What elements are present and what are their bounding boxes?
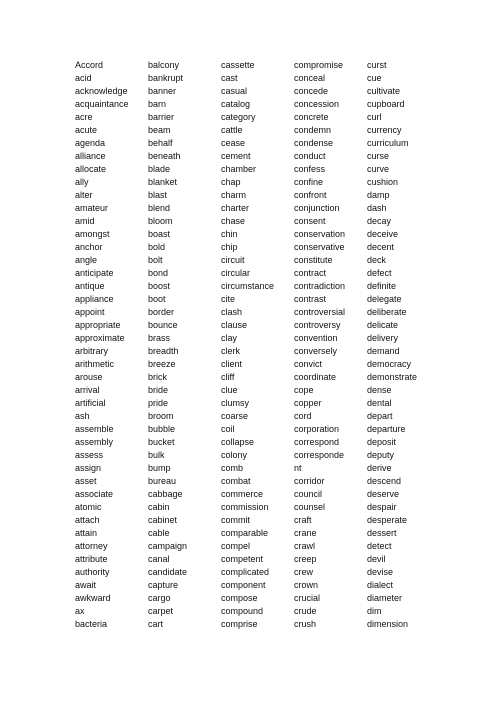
word-item: cite [221,294,236,304]
word-item: dessert [367,528,397,538]
word-item: clue [221,385,238,395]
word-item: contradiction [294,281,346,291]
word-item: decent [367,242,395,252]
word-item: coordinate [294,372,337,382]
word-item: concrete [294,112,329,122]
word-item: deliberate [367,307,407,317]
word-item: boot [148,294,166,304]
word-column-2 [148,59,187,631]
word-item: cattle [221,125,243,135]
word-item: deceive [367,229,399,239]
word-item: condemn [294,125,332,135]
word-item: cord [294,411,312,421]
word-item: barn [148,99,167,109]
word-item: boost [148,281,171,291]
word-item: council [294,489,323,499]
word-item: category [221,112,256,122]
word-item: approximate [75,333,125,343]
word-item: blade [148,164,171,174]
word-item: crush [294,619,317,629]
word-item: conversely [294,346,338,356]
word-item: amid [75,216,95,226]
word-item: circuit [221,255,245,265]
word-item: bucket [148,437,175,447]
word-item: brass [148,333,171,343]
word-item: confront [294,190,327,200]
word-item: deposit [367,437,397,447]
word-item: border [148,307,175,317]
word-item: devil [367,554,386,564]
word-item: charm [221,190,247,200]
word-item: descend [367,476,402,486]
word-item: breadth [148,346,179,356]
word-item: agenda [75,138,106,148]
word-column-5 [367,59,417,631]
word-item: amateur [75,203,109,213]
word-item: acid [75,73,92,83]
word-item: client [221,359,243,369]
word-item: crude [294,606,317,616]
word-item: bond [148,268,169,278]
word-item: arbitrary [75,346,109,356]
word-item: beneath [148,151,181,161]
word-item: copper [294,398,322,408]
word-item: diameter [367,593,403,603]
word-item: anticipate [75,268,114,278]
word-item: cast [221,73,238,83]
word-item: bacteria [75,619,108,629]
word-item: broom [148,411,174,421]
word-item: acre [75,112,93,122]
word-item: bubble [148,424,176,434]
word-item: condense [294,138,334,148]
word-item: craft [294,515,312,525]
word-item: corporation [294,424,340,434]
word-item: delivery [367,333,399,343]
word-item: appliance [75,294,114,304]
word-item: controversial [294,307,346,317]
word-item: cultivate [367,86,401,96]
word-item: commerce [221,489,264,499]
word-item: acquaintance [75,99,129,109]
word-item: bloom [148,216,173,226]
word-item: clause [221,320,248,330]
word-item: catalog [221,99,251,109]
word-item: Accord [75,60,104,70]
word-item: complicated [221,567,270,577]
word-item: casual [221,86,248,96]
word-item: compose [221,593,258,603]
word-item: dialect [367,580,394,590]
word-item: capture [148,580,179,590]
word-item: assemble [75,424,114,434]
word-item: candidate [148,567,188,577]
word-item: await [75,580,97,590]
word-item: arrival [75,385,100,395]
word-item: detect [367,541,392,551]
word-item: comprise [221,619,258,629]
word-item: cupboard [367,99,405,109]
word-item: authority [75,567,110,577]
word-item: departure [367,424,406,434]
word-item: chamber [221,164,257,174]
word-item: ax [75,606,85,616]
word-item: corresponde [294,450,345,460]
word-item: delegate [367,294,402,304]
word-item: canal [148,554,170,564]
word-item: amongst [75,229,110,239]
word-item: asset [75,476,97,486]
word-item: crucial [294,593,321,603]
word-item: chase [221,216,246,226]
word-item: barrier [148,112,175,122]
word-item: crane [294,528,317,538]
word-item: deck [367,255,387,265]
word-item: banner [148,86,177,96]
word-item: circular [221,268,251,278]
word-item: arithmetic [75,359,115,369]
word-item: crawl [294,541,316,551]
word-item: chin [221,229,238,239]
word-item: dental [367,398,392,408]
word-item: colony [221,450,248,460]
word-item: curve [367,164,390,174]
word-item: ally [75,177,89,187]
word-columns [0,59,496,639]
word-item: antique [75,281,105,291]
word-item: nt [294,463,302,473]
word-item: confess [294,164,326,174]
word-item: awkward [75,593,111,603]
word-item: bride [148,385,169,395]
word-item: dense [367,385,392,395]
word-item: cue [367,73,382,83]
word-item: angle [75,255,98,265]
word-item: cabinet [148,515,178,525]
word-item: corridor [294,476,325,486]
word-item: attach [75,515,100,525]
word-item: assembly [75,437,114,447]
word-item: clash [221,307,243,317]
word-item: brick [148,372,168,382]
word-column-4 [294,59,345,631]
word-item: controversy [294,320,341,330]
word-item: arouse [75,372,103,382]
word-item: comb [221,463,244,473]
word-item: commit [221,515,250,525]
word-item: attribute [75,554,108,564]
word-item: bold [148,242,166,252]
word-item: attorney [75,541,108,551]
word-item: compromise [294,60,344,70]
word-item: ash [75,411,90,421]
word-item: crown [294,580,319,590]
word-item: beam [148,125,171,135]
word-item: conjunction [294,203,340,213]
word-item: devise [367,567,394,577]
word-item: bounce [148,320,178,330]
word-item: democracy [367,359,412,369]
word-item: consent [294,216,326,226]
word-item: chip [221,242,238,252]
word-item: coil [221,424,235,434]
word-item: associate [75,489,114,499]
word-item: cable [148,528,170,538]
word-item: deputy [367,450,395,460]
word-item: blanket [148,177,178,187]
word-item: cushion [367,177,399,187]
word-item: decay [367,216,392,226]
word-item: conceal [294,73,326,83]
word-item: circumstance [221,281,275,291]
word-item: attain [75,528,98,538]
word-item: cease [221,138,246,148]
word-item: pride [148,398,169,408]
word-item: breeze [148,359,176,369]
word-item: concede [294,86,329,96]
word-item: creep [294,554,317,564]
word-item: curl [367,112,382,122]
word-item: charter [221,203,250,213]
word-item: cargo [148,593,171,603]
word-item: counsel [294,502,326,512]
word-item: blast [148,190,168,200]
word-item: contrast [294,294,327,304]
word-item: convention [294,333,338,343]
word-item: bump [148,463,171,473]
word-item: blend [148,203,171,213]
word-item: competent [221,554,264,564]
word-item: bureau [148,476,177,486]
word-item: component [221,580,266,590]
word-item: assess [75,450,104,460]
word-item: correspond [294,437,340,447]
word-item: confine [294,177,324,187]
word-item: atomic [75,502,102,512]
word-item: conduct [294,151,326,161]
word-item: allocate [75,164,107,174]
word-item: defect [367,268,392,278]
word-item: bulk [148,450,165,460]
word-item: demand [367,346,400,356]
word-item: deserve [367,489,400,499]
word-item: damp [367,190,390,200]
word-item: cabbage [148,489,183,499]
word-item: anchor [75,242,103,252]
word-item: delicate [367,320,399,330]
word-item: despair [367,502,397,512]
word-item: bankrupt [148,73,184,83]
word-item: boast [148,229,171,239]
word-item: dash [367,203,387,213]
word-item: conservative [294,242,345,252]
word-item: contract [294,268,327,278]
word-item: clay [221,333,238,343]
word-column-1 [75,59,129,631]
word-item: coarse [221,411,249,421]
word-item: depart [367,411,393,421]
word-item: cabin [148,502,170,512]
word-item: dim [367,606,382,616]
word-item: dimension [367,619,409,629]
word-item: conservation [294,229,346,239]
word-item: currency [367,125,402,135]
word-item: desperate [367,515,408,525]
word-item: derive [367,463,392,473]
word-item: commission [221,502,269,512]
word-item: cement [221,151,251,161]
word-item: appoint [75,307,105,317]
word-item: bolt [148,255,163,265]
word-item: clerk [221,346,241,356]
word-item: artificial [75,398,106,408]
word-item: alliance [75,151,106,161]
word-item: cope [294,385,314,395]
word-item: demonstrate [367,372,418,382]
word-item: crew [294,567,314,577]
word-item: definite [367,281,397,291]
word-item: carpet [148,606,174,616]
word-item: appropriate [75,320,121,330]
word-item: alter [75,190,93,200]
word-item: comparable [221,528,269,538]
word-item: acknowledge [75,86,128,96]
word-item: assign [75,463,102,473]
word-item: cassette [221,60,255,70]
word-item: chap [221,177,241,187]
word-item: compound [221,606,264,616]
word-item: clumsy [221,398,250,408]
word-item: collapse [221,437,255,447]
word-item: concession [294,99,340,109]
word-item: behalf [148,138,173,148]
word-item: curst [367,60,387,70]
word-item: constitute [294,255,333,265]
word-item: curse [367,151,390,161]
word-item: acute [75,125,98,135]
word-item: cart [148,619,164,629]
word-item: campaign [148,541,188,551]
word-item: curriculum [367,138,409,148]
word-item: combat [221,476,251,486]
word-item: compel [221,541,251,551]
word-item: balcony [148,60,180,70]
word-item: cliff [221,372,235,382]
word-item: convict [294,359,323,369]
word-column-3 [221,59,274,631]
